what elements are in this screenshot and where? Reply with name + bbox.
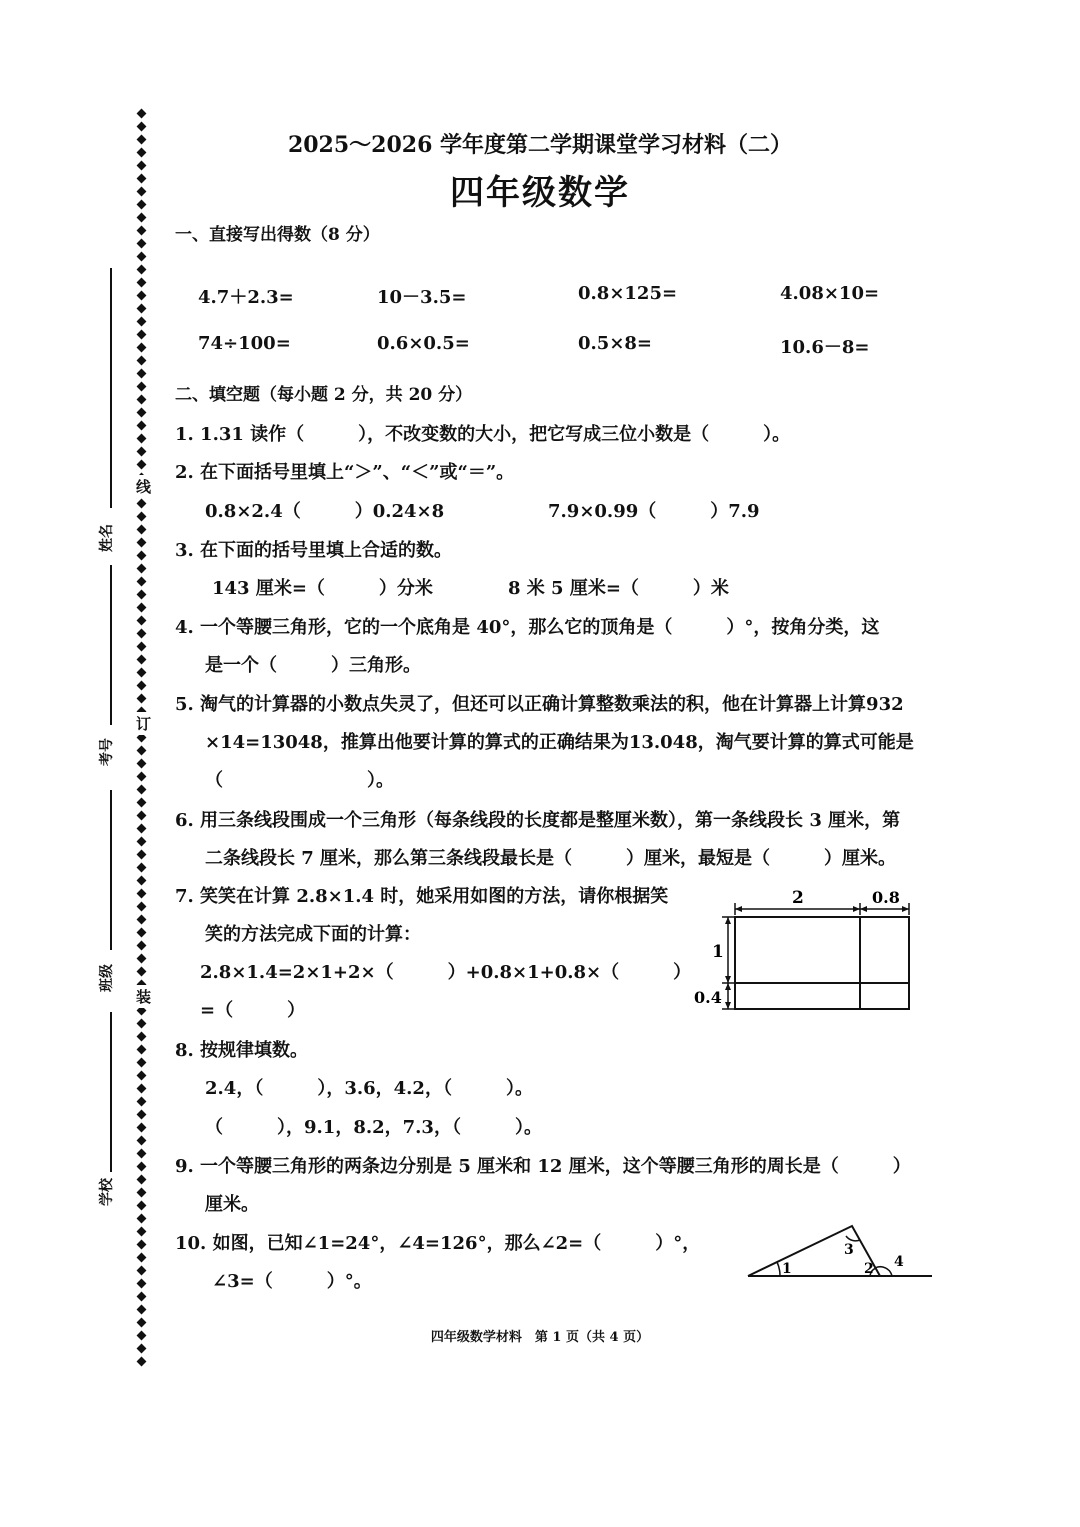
- binding-diamond: [137, 551, 147, 561]
- binding-diamond: [137, 590, 147, 600]
- binding-diamond: [137, 512, 147, 522]
- question-9: 9. 一个等腰三角形的两条边分别是 5 厘米和 12 厘米，这个等腰三角形的周长是（ ）: [175, 1156, 911, 1177]
- binding-char-bind: 装: [136, 985, 151, 1008]
- binding-diamond: [137, 1344, 147, 1354]
- binding-diamond: [137, 226, 147, 236]
- question-5-answer: （ ）。: [205, 770, 394, 791]
- binding-diamond: [137, 941, 147, 951]
- question-7-result: =（ ）: [200, 1000, 306, 1021]
- binding-diamond: [137, 1201, 147, 1211]
- question-5-cont: ×14=13048，推算出他要计算的算式的正确结果为13.048，淘气要计算的算式可能是: [205, 732, 914, 753]
- binding-diamond: [137, 1045, 147, 1055]
- question-3: 3. 在下面的括号里填上合适的数。: [175, 540, 453, 561]
- binding-diamond: [137, 954, 147, 964]
- binding-char-staple: 订: [136, 712, 151, 735]
- calc-item: 4.08×10=: [780, 283, 880, 304]
- question-7-formula: 2.8×1.4=2×1+2×（ ）+0.8×1+0.8×（ ）: [200, 962, 692, 983]
- question-8-seq-a: 2.4，（ ），3.6，4.2，（ ）。: [205, 1078, 533, 1099]
- binding-diamond: [137, 889, 147, 899]
- binding-diamond: [137, 1188, 147, 1198]
- binding-diamond: [137, 538, 147, 548]
- binding-diamond: [137, 642, 147, 652]
- binding-char-line: 线: [136, 475, 151, 498]
- binding-diamond: [137, 304, 147, 314]
- binding-diamond: [137, 928, 147, 938]
- calc-item: 0.5×8=: [578, 333, 653, 354]
- binding-diamond: [137, 1162, 147, 1172]
- binding-diamond: [137, 408, 147, 418]
- binding-diamond: [137, 1279, 147, 1289]
- binding-diamond: [137, 1240, 147, 1250]
- binding-diamond: [137, 1357, 147, 1367]
- section2-heading: 二、填空题（每小题 2 分，共 20 分）: [175, 385, 473, 405]
- binding-diamond: [137, 876, 147, 886]
- binding-diamond-column: [138, 110, 148, 1360]
- big-rectangle: [735, 917, 909, 1009]
- binding-diamond: [137, 447, 147, 457]
- calc-item: 0.8×125=: [578, 283, 678, 304]
- binding-diamond: [137, 1266, 147, 1276]
- binding-diamond: [137, 434, 147, 444]
- binding-diamond: [137, 837, 147, 847]
- binding-diamond: [137, 1149, 147, 1159]
- binding-diamond: [137, 603, 147, 613]
- binding-diamond: [137, 1071, 147, 1081]
- binding-diamond: [137, 109, 147, 119]
- section1-heading: 一、直接写出得数（8 分）: [175, 225, 380, 245]
- question-2: 2. 在下面括号里填上“＞”、“＜”或“＝”。: [175, 462, 515, 483]
- question-4-cont: 是一个（ ）三角形。: [205, 655, 421, 676]
- binding-diamond: [137, 1214, 147, 1224]
- binding-diamond: [137, 915, 147, 925]
- binding-diamond: [137, 1019, 147, 1029]
- binding-diamond: [137, 902, 147, 912]
- question-8-seq-b: （ ），9.1，8.2，7.3，（ ）。: [205, 1117, 542, 1138]
- calc-item: 10.6－8=: [780, 337, 870, 358]
- binding-diamond: [137, 694, 147, 704]
- figure-10-triangle-diagram: [740, 1218, 940, 1288]
- binding-diamond: [137, 1227, 147, 1237]
- question-8: 8. 按规律填数。: [175, 1040, 309, 1061]
- calc-item: 0.6×0.5=: [377, 333, 470, 354]
- binding-diamond: [137, 1123, 147, 1133]
- school-field-line: [110, 1012, 112, 1172]
- binding-diamond: [137, 616, 147, 626]
- exam-number-field-label: 考号: [99, 738, 115, 766]
- binding-diamond: [137, 499, 147, 509]
- question-2-compare-b: 7.9×0.99（ ）7.9: [548, 501, 760, 522]
- exam-title: 2025～2026 学年度第二学期课堂学习材料（二）: [287, 132, 793, 158]
- question-9-cont: 厘米。: [205, 1194, 259, 1215]
- binding-diamond: [137, 291, 147, 301]
- binding-diamond: [137, 759, 147, 769]
- label-height-0-4: 0.4: [694, 988, 722, 1007]
- name-field-line: [110, 268, 112, 508]
- binding-diamond: [137, 746, 147, 756]
- binding-diamond: [137, 785, 147, 795]
- label-width-0-8: 0.8: [872, 888, 900, 907]
- binding-diamond: [137, 1175, 147, 1185]
- class-field-label: 班级: [99, 964, 115, 992]
- question-5: 5. 淘气的计算器的小数点失灵了，但还可以正确计算整数乘法的积，他在计算器上计算932: [175, 694, 904, 715]
- binding-diamond: [137, 850, 147, 860]
- binding-diamond: [137, 330, 147, 340]
- binding-diamond: [137, 1084, 147, 1094]
- binding-diamond: [137, 1058, 147, 1068]
- page-footer: 四年级数学材料 第 1 页（共 4 页）: [430, 1330, 650, 1345]
- binding-diamond: [137, 1253, 147, 1263]
- angle-2-label: 2: [864, 1261, 874, 1277]
- binding-diamond: [137, 863, 147, 873]
- question-7-cont: 笑的方法完成下面的计算：: [205, 924, 421, 945]
- binding-diamond: [137, 460, 147, 470]
- name-field-label: 姓名: [99, 524, 115, 552]
- binding-diamond: [137, 629, 147, 639]
- calc-item: 10－3.5=: [377, 287, 467, 308]
- binding-diamond: [137, 265, 147, 275]
- angle-4-label: 4: [894, 1254, 904, 1270]
- angle-1-label: 1: [782, 1261, 792, 1277]
- binding-diamond: [137, 1136, 147, 1146]
- school-field-label: 学校: [99, 1178, 115, 1206]
- label-height-1: 1: [712, 942, 724, 962]
- question-10: 10. 如图，已知∠1=24°，∠4=126°，那么∠2=（ ）°，: [175, 1233, 701, 1254]
- question-4: 4. 一个等腰三角形，它的一个底角是 40°，那么它的顶角是（ ）°，按角分类，这: [175, 617, 880, 638]
- subject-title: 四年级数学: [450, 173, 630, 213]
- binding-diamond: [137, 213, 147, 223]
- binding-diamond: [137, 967, 147, 977]
- binding-diamond: [137, 278, 147, 288]
- binding-diamond: [137, 382, 147, 392]
- binding-diamond: [137, 655, 147, 665]
- binding-diamond: [137, 564, 147, 574]
- binding-diamond: [137, 525, 147, 535]
- question-1: 1. 1.31 读作（ ），不改变数的大小，把它写成三位小数是（ ）。: [175, 424, 791, 445]
- binding-diamond: [137, 1292, 147, 1302]
- binding-diamond: [137, 811, 147, 821]
- question-6: 6. 用三条线段围成一个三角形（每条线段的长度都是整厘米数），第一条线段长 3 厘米，第: [175, 810, 901, 831]
- label-width-2: 2: [792, 888, 804, 908]
- binding-diamond: [137, 681, 147, 691]
- question-6-cont: 二条线段长 7 厘米，那么第三条线段最长是（ ）厘米，最短是（ ）厘米。: [205, 848, 897, 869]
- binding-diamond: [137, 1097, 147, 1107]
- question-2-compare-a: 0.8×2.4（ ）0.24×8: [205, 501, 445, 522]
- question-3-a: 143 厘米=（ ）分米: [212, 578, 433, 599]
- figure-7-rectangle-diagram: [690, 885, 920, 1020]
- binding-diamond: [137, 239, 147, 249]
- binding-diamond: [137, 1305, 147, 1315]
- binding-diamond: [137, 772, 147, 782]
- question-7: 7. 笑笑在计算 2.8×1.4 时，她采用如图的方法，请你根据笑: [175, 886, 669, 907]
- binding-diamond: [137, 356, 147, 366]
- class-field-line: [110, 790, 112, 950]
- binding-diamond: [137, 395, 147, 405]
- binding-diamond: [137, 369, 147, 379]
- binding-diamond: [137, 668, 147, 678]
- binding-diamond: [137, 421, 147, 431]
- binding-diamond: [137, 1032, 147, 1042]
- triangle-sides: [748, 1226, 880, 1276]
- binding-diamond: [137, 798, 147, 808]
- calc-item: 4.7＋2.3=: [198, 287, 294, 308]
- binding-diamond: [137, 824, 147, 834]
- exam-number-field-line: [110, 565, 112, 725]
- calc-item: 74÷100=: [198, 333, 291, 354]
- binding-diamond: [137, 317, 147, 327]
- question-10-cont: ∠3=（ ）°。: [212, 1271, 372, 1292]
- question-3-b: 8 米 5 厘米=（ ）米: [508, 578, 729, 599]
- angle-3-label: 3: [844, 1242, 854, 1258]
- binding-diamond: [137, 577, 147, 587]
- binding-diamond: [137, 1110, 147, 1120]
- binding-diamond: [137, 343, 147, 353]
- binding-diamond: [137, 252, 147, 262]
